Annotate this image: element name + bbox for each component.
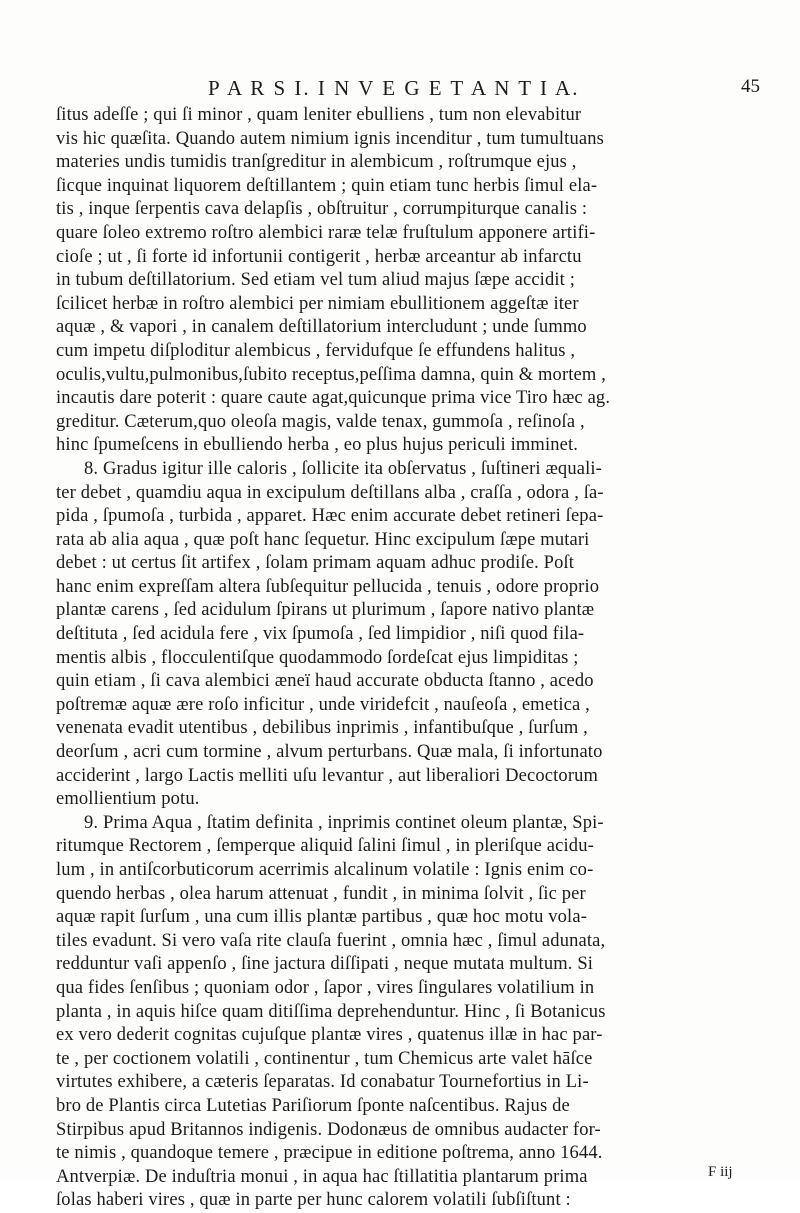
text-line: venenata evadit utentibus , debilibus inprimis , infantibuſque , ſurſum , [56,718,588,739]
running-head-title: P A R S I. I N V E G E T A N T I A. [208,76,580,100]
text-line: vis hic quæſita. Quando autem nimium ignis incenditur , tum tumultuans [56,128,604,149]
text-line: quin etiam , ſi cava alembici æneï haud accurate obducta ſtanno , acedo [56,671,594,692]
text-line: hinc ſpumeſcens in ebulliendo herba , eo plus hujus periculi imminet. [56,435,579,456]
text-line: aquæ rapit ſurſum , una cum illis plantæ partibus , quæ hoc motu vola- [56,907,588,928]
signature-mark: F iij [708,1164,733,1180]
text-line: plantæ carens , ſed acidulum ſpirans ut plurimum , ſapore nativo plantæ [56,600,595,621]
text-line: te nimis , quandoque temere , præcipue in editione poſtrema, anno 1644. [56,1143,603,1164]
text-line: oculis,vultu,pulmonibus,ſubito receptus,peſſima damna, quin & mortem , [56,364,607,385]
text-line: emollientium potu. [56,789,200,810]
text-line: quare ſoleo extremo roſtro alembici raræ telæ fruſtulum apponere artifi- [56,222,596,243]
text-line: cioſe ; ut , ſi forte id infortunii contigerit , herbæ arceantur ab infarctu [56,246,582,267]
text-line: mentis albis , flocculentiſque quodammodo ſordeſcat ejus limpiditas ; [56,647,579,668]
text-line: aquæ , & vapori , in canalem deſtillatorium intercludunt ; unde ſummo [56,317,587,338]
text-line: ex vero dederit cognitas cujuſque plantæ vires , quatenus illæ in hac par- [56,1025,603,1046]
text-line: pida , ſpumoſa , turbida , apparet. Hæc enim accurate debet retineri ſepa- [56,506,604,527]
text-line: ſcilicet herbæ in roſtro alembici per nimiam ebullitionem aggeſtæ iter [56,293,579,314]
text-line: virtutes exhibere, a cæteris ſeparatas. Id conabatur Tournefortius in Li- [56,1072,589,1093]
text-line: deſtituta , ſed acidula fere , vix ſpumoſa , ſed limpidior , niſi quod fila- [56,624,585,645]
text-line: debet : ut certus ſit artifex , ſolam primam aquam adhuc prodiſe. Poſt [56,553,575,574]
text-line: Stirpibus apud Britannos indigenis. Dodonæus de omnibus audacter for- [56,1119,601,1140]
text-line: lum , in antiſcorbuticorum acerrimis alcalinum volatile : Ignis enim co- [56,860,594,880]
text-line: qua fides ſenſibus ; quoniam odor , ſapor , vires ſingulares volatilium in [56,977,595,998]
page-number: 45 [741,76,760,97]
text-line: ſolas haberi vires , quæ in parte per hunc calorem volatili ſubſiſtunt : [56,1190,571,1211]
text-line: bro de Plantis circa Lutetias Pariſiorum ſponte naſcentibus. Rajus de [56,1095,570,1116]
text-line: hanc enim expreſſam altera ſubſequitur pellucida , tenuis , odore proprio [56,576,600,597]
text-line: in tubum deſtillatorium. Sed etiam vel tum aliud majus ſæpe accidit ; [56,270,576,291]
text-line: te , per coctionem volatili , continentur , tum Chemicus arte valet hāſce [56,1048,593,1069]
text-line: tis , inque ſerpentis cava delapſis , obſtruitur , corrumpiturque canalis : [56,199,588,220]
text-line: ter debet , quamdiu aqua in excipulum deſtillans alba , craſſa , odora , ſa- [56,482,604,503]
text-line: cum impetu diſploditur alembicus , fervidufque ſe effundens halitus , [56,340,576,361]
text-line: poſtremæ aquæ ære roſo inficitur , unde viridefcit , nauſeoſa , emetica , [56,694,590,715]
text-line: deorſum , acri cum tormine , alvum perturbans. Quæ mala, ſi infortunato [56,742,603,763]
text-line: greditur. Cæterum,quo oleoſa magis, valde tenax, gummoſa , reſinoſa , [56,411,585,432]
text-line: rata ab alia aqua , quæ poſt hanc ſequetur. Hinc excipulum ſæpe mutari [56,529,590,550]
text-line: 9. Prima Aqua , ſtatim definita , inprimis continet oleum plantæ, Spi- [84,812,604,833]
text-line: ritumque Rectorem , ſemperque aliquid ſalini ſimul , in pleriſque acidu- [56,836,594,857]
text-line: tiles evadunt. Si vero vaſa rite clauſa fuerint , omnia hæc , ſimul adunata, [56,930,606,951]
text-line: redduntur vaſi appenſo , ſine jactura diſſipati , neque mutata multum. Si [56,954,594,975]
text-line: ſitus adeſſe ; qui ſi minor , quam leniter ebulliens , tum non elevabitur [56,105,582,125]
text-line: acciderint , largo Lactis melliti uſu levantur , aut liberaliori Decoctorum [56,765,599,786]
text-line: planta , in aquis hiſce quam ditiſſima deprehenduntur. Hinc , ſi Botanicus [56,1001,606,1022]
text-line: quendo herbas , olea harum attenuat , fundit , in minima ſolvit , ſic per [56,883,586,904]
body-text [56,104,756,1213]
text-line: incautis dare poterit : quare caute agat,quicunque prima vice Tiro hæc ag. [56,388,611,409]
text-line: Antverpiæ. De induſtria monui , in aqua hac ſtillatitia plantarum prima [56,1166,588,1187]
text-line: ſicque inquinat liquorem deſtillantem ; quin etiam tunc herbis ſimul ela- [56,175,598,196]
running-head [100,76,760,100]
text-line: 8. Gradus igitur ille caloris , ſollicite ita obſervatus , ſuſtineri æquali- [84,458,602,479]
text-line: materies undis tumidis tranſgreditur in alembicum , roſtrumque ejus , [56,152,577,173]
